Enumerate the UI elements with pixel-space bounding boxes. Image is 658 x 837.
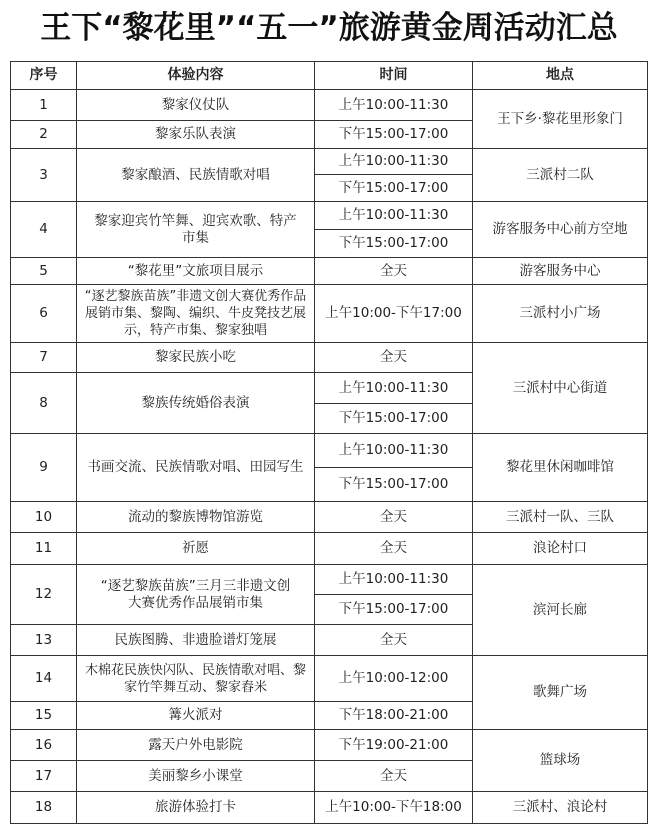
table-row bbox=[11, 730, 648, 761]
row-location: 歌舞广场 bbox=[473, 656, 648, 730]
row-time: 上午10:00-11:30 bbox=[315, 373, 473, 404]
table-row bbox=[11, 202, 648, 230]
row-time: 上午10:00-12:00 bbox=[315, 656, 473, 702]
row-time: 上午10:00-11:30 bbox=[315, 202, 473, 230]
row-content: “逐艺黎族苗族”三月三非遗文创大赛优秀作品展销市集 bbox=[77, 565, 315, 625]
row-location: 浪论村口 bbox=[473, 533, 648, 565]
row-location: 滨河长廊 bbox=[473, 565, 648, 656]
page-title: 王下“黎花里”“五一”旅游黄金周活动汇总 bbox=[40, 10, 618, 46]
row-seq: 6 bbox=[11, 285, 77, 343]
row-time: 全天 bbox=[315, 533, 473, 565]
row-time: 下午15:00-17:00 bbox=[315, 230, 473, 258]
row-content: 民族图腾、非遗脸谱灯笼展 bbox=[77, 625, 315, 656]
header-time: 时间 bbox=[315, 62, 473, 90]
row-content: 木棉花民族快闪队、民族情歌对唱、黎家竹竿舞互动、黎家舂米 bbox=[77, 656, 315, 702]
table-row bbox=[11, 533, 648, 565]
table-row bbox=[11, 149, 648, 175]
row-location: 三派村中心街道 bbox=[473, 343, 648, 434]
table-row bbox=[11, 343, 648, 373]
row-location: 三派村一队、三队 bbox=[473, 502, 648, 533]
row-seq: 7 bbox=[11, 343, 77, 373]
row-time: 上午10:00-下午17:00 bbox=[315, 285, 473, 343]
table-row bbox=[11, 285, 648, 343]
row-content: 祈愿 bbox=[77, 533, 315, 565]
row-time: 下午15:00-17:00 bbox=[315, 468, 473, 502]
row-location: 游客服务中心 bbox=[473, 258, 648, 285]
row-seq: 16 bbox=[11, 730, 77, 761]
row-seq: 15 bbox=[11, 702, 77, 730]
row-time: 下午15:00-17:00 bbox=[315, 404, 473, 434]
header-location: 地点 bbox=[473, 62, 648, 90]
row-time: 上午10:00-下午18:00 bbox=[315, 792, 473, 824]
row-location: 三派村、浪论村 bbox=[473, 792, 648, 824]
row-time: 上午10:00-11:30 bbox=[315, 434, 473, 468]
row-seq: 10 bbox=[11, 502, 77, 533]
table-row bbox=[11, 434, 648, 468]
row-location: 三派村小广场 bbox=[473, 285, 648, 343]
row-seq: 2 bbox=[11, 121, 77, 149]
row-location: 篮球场 bbox=[473, 730, 648, 792]
row-time: 下午15:00-17:00 bbox=[315, 595, 473, 625]
row-time: 全天 bbox=[315, 343, 473, 373]
table-row bbox=[11, 258, 648, 285]
row-seq: 5 bbox=[11, 258, 77, 285]
row-seq: 18 bbox=[11, 792, 77, 824]
table-row bbox=[11, 90, 648, 121]
activity-table bbox=[10, 61, 648, 824]
row-seq: 4 bbox=[11, 202, 77, 258]
table-row bbox=[11, 792, 648, 824]
row-seq: 13 bbox=[11, 625, 77, 656]
table-row bbox=[11, 502, 648, 533]
header-content: 体验内容 bbox=[77, 62, 315, 90]
table-row bbox=[11, 565, 648, 595]
table-header-row bbox=[11, 62, 648, 90]
row-time: 上午10:00-11:30 bbox=[315, 90, 473, 121]
row-content: 黎家仪仗队 bbox=[77, 90, 315, 121]
row-time: 全天 bbox=[315, 625, 473, 656]
row-content: 黎家迎宾竹竿舞、迎宾欢歌、特产市集 bbox=[77, 202, 315, 258]
row-content: “逐艺黎族苗族”非遗文创大赛优秀作品展销市集、黎陶、编织、牛皮凳技艺展示，特产市集、黎家独唱 bbox=[77, 285, 315, 343]
row-content: 美丽黎乡小课堂 bbox=[77, 761, 315, 792]
row-content: 黎家乐队表演 bbox=[77, 121, 315, 149]
row-time: 下午18:00-21:00 bbox=[315, 702, 473, 730]
row-content: 流动的黎族博物馆游览 bbox=[77, 502, 315, 533]
row-content: 黎家民族小吃 bbox=[77, 343, 315, 373]
row-content: “黎花里”文旅项目展示 bbox=[77, 258, 315, 285]
row-seq: 8 bbox=[11, 373, 77, 434]
row-time: 上午10:00-11:30 bbox=[315, 149, 473, 175]
row-time: 下午15:00-17:00 bbox=[315, 175, 473, 202]
row-seq: 9 bbox=[11, 434, 77, 502]
row-time: 上午10:00-11:30 bbox=[315, 565, 473, 595]
row-location: 黎花里休闲咖啡馆 bbox=[473, 434, 648, 502]
row-time: 下午15:00-17:00 bbox=[315, 121, 473, 149]
row-time: 全天 bbox=[315, 258, 473, 285]
row-seq: 1 bbox=[11, 90, 77, 121]
row-time: 全天 bbox=[315, 502, 473, 533]
row-content: 黎族传统婚俗表演 bbox=[77, 373, 315, 434]
table-row bbox=[11, 656, 648, 702]
row-location: 王下乡·黎花里形象门 bbox=[473, 90, 648, 149]
row-content: 篝火派对 bbox=[77, 702, 315, 730]
header-seq: 序号 bbox=[11, 62, 77, 90]
row-seq: 11 bbox=[11, 533, 77, 565]
row-seq: 14 bbox=[11, 656, 77, 702]
row-time: 下午19:00-21:00 bbox=[315, 730, 473, 761]
row-location: 三派村二队 bbox=[473, 149, 648, 202]
row-content: 旅游体验打卡 bbox=[77, 792, 315, 824]
row-seq: 3 bbox=[11, 149, 77, 202]
row-location: 游客服务中心前方空地 bbox=[473, 202, 648, 258]
row-time: 全天 bbox=[315, 761, 473, 792]
row-seq: 17 bbox=[11, 761, 77, 792]
row-content: 书画交流、民族情歌对唱、田园写生 bbox=[77, 434, 315, 502]
row-seq: 12 bbox=[11, 565, 77, 625]
row-content: 露天户外电影院 bbox=[77, 730, 315, 761]
row-content: 黎家酿酒、民族情歌对唱 bbox=[77, 149, 315, 202]
